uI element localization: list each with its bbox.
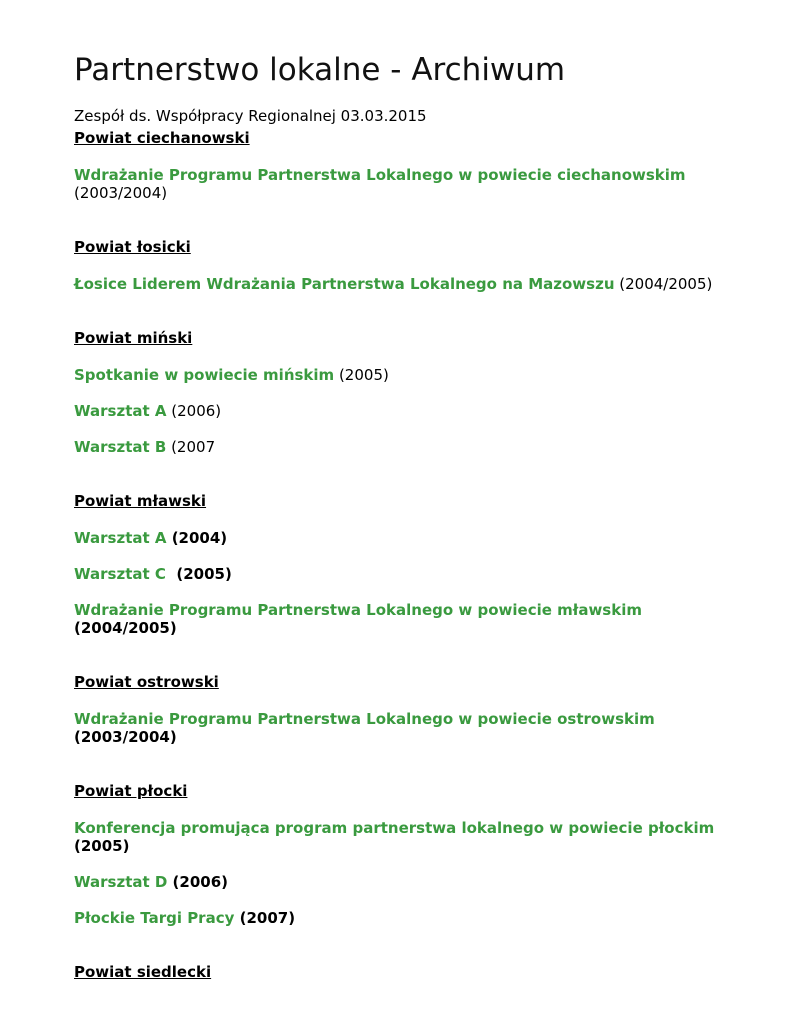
list-item [74,402,764,420]
section-heading: Powiat płocki [74,782,188,800]
section-heading: Powiat miński [74,329,193,347]
entry-link[interactable]: Warsztat A [74,529,167,547]
entry-year: (2006) [167,873,229,891]
page-subtitle: Zespół ds. Współpracy Regionalnej 03.03.2015 [74,107,427,125]
section-heading: Powiat ostrowski [74,673,219,691]
entry-year: (2007 [166,438,216,456]
section-losicki [74,237,764,293]
section-heading: Powiat siedlecki [74,963,212,981]
list-item [74,873,764,891]
entry-link[interactable]: Warsztat C [74,565,166,583]
entry-year: (2004) [166,529,228,547]
section-heading: Powiat ciechanowski [74,129,250,147]
entry-link[interactable]: Spotkanie w powiecie mińskim [74,366,335,384]
list-item [74,166,764,202]
entry-year: (2003/2004) [74,184,168,202]
entry-link[interactable]: Warsztat D [74,873,168,891]
entry-link[interactable]: Łosice Liderem Wdrażania Partnerstwa Lokalnego na Mazowszu [74,275,615,293]
section-mlawski [74,491,764,637]
entry-year: (2007) [234,909,296,927]
entry-link[interactable]: Wdrażanie Programu Partnerstwa Lokalnego w powiecie mławskim [74,601,642,619]
list-item [74,366,764,384]
section-heading: Powiat mławski [74,492,207,510]
entry-year: (2005) [165,565,232,583]
section-ostrowski [74,672,764,746]
entry-link[interactable]: Wdrażanie Programu Partnerstwa Lokalnego w powiecie ostrowskim [74,710,655,728]
list-item [74,529,764,547]
entry-link[interactable]: Płockie Targi Pracy [74,909,235,927]
list-item [74,710,764,746]
list-item [74,565,764,583]
entry-link[interactable]: Wdrażanie Programu Partnerstwa Lokalnego w powiecie ciechanowskim [74,166,686,184]
list-item [74,909,764,927]
section-plocki [74,781,764,927]
section-heading: Powiat łosicki [74,238,191,256]
list-item [74,438,764,456]
section-siedlecki [74,962,764,982]
entry-year: (2004/2005) [614,275,713,293]
entry-year: (2005) [334,366,389,384]
entry-year: (2003/2004) [74,728,177,746]
section-minski [74,328,764,456]
document-page [74,50,764,982]
entry-year: (2005) [74,837,130,855]
list-item [74,275,764,293]
list-item [74,819,764,855]
section-ciechanowski [74,128,764,202]
entry-link[interactable]: Warsztat A [74,402,167,420]
entry-link[interactable]: Warsztat B [74,438,167,456]
list-item [74,601,764,637]
entry-link[interactable]: Konferencja promująca program partnerstwa lokalnego w powiecie płockim [74,819,715,837]
entry-year: (2004/2005) [74,619,177,637]
page-title: Partnerstwo lokalne - Archiwum [74,52,566,88]
entry-year: (2006) [166,402,222,420]
